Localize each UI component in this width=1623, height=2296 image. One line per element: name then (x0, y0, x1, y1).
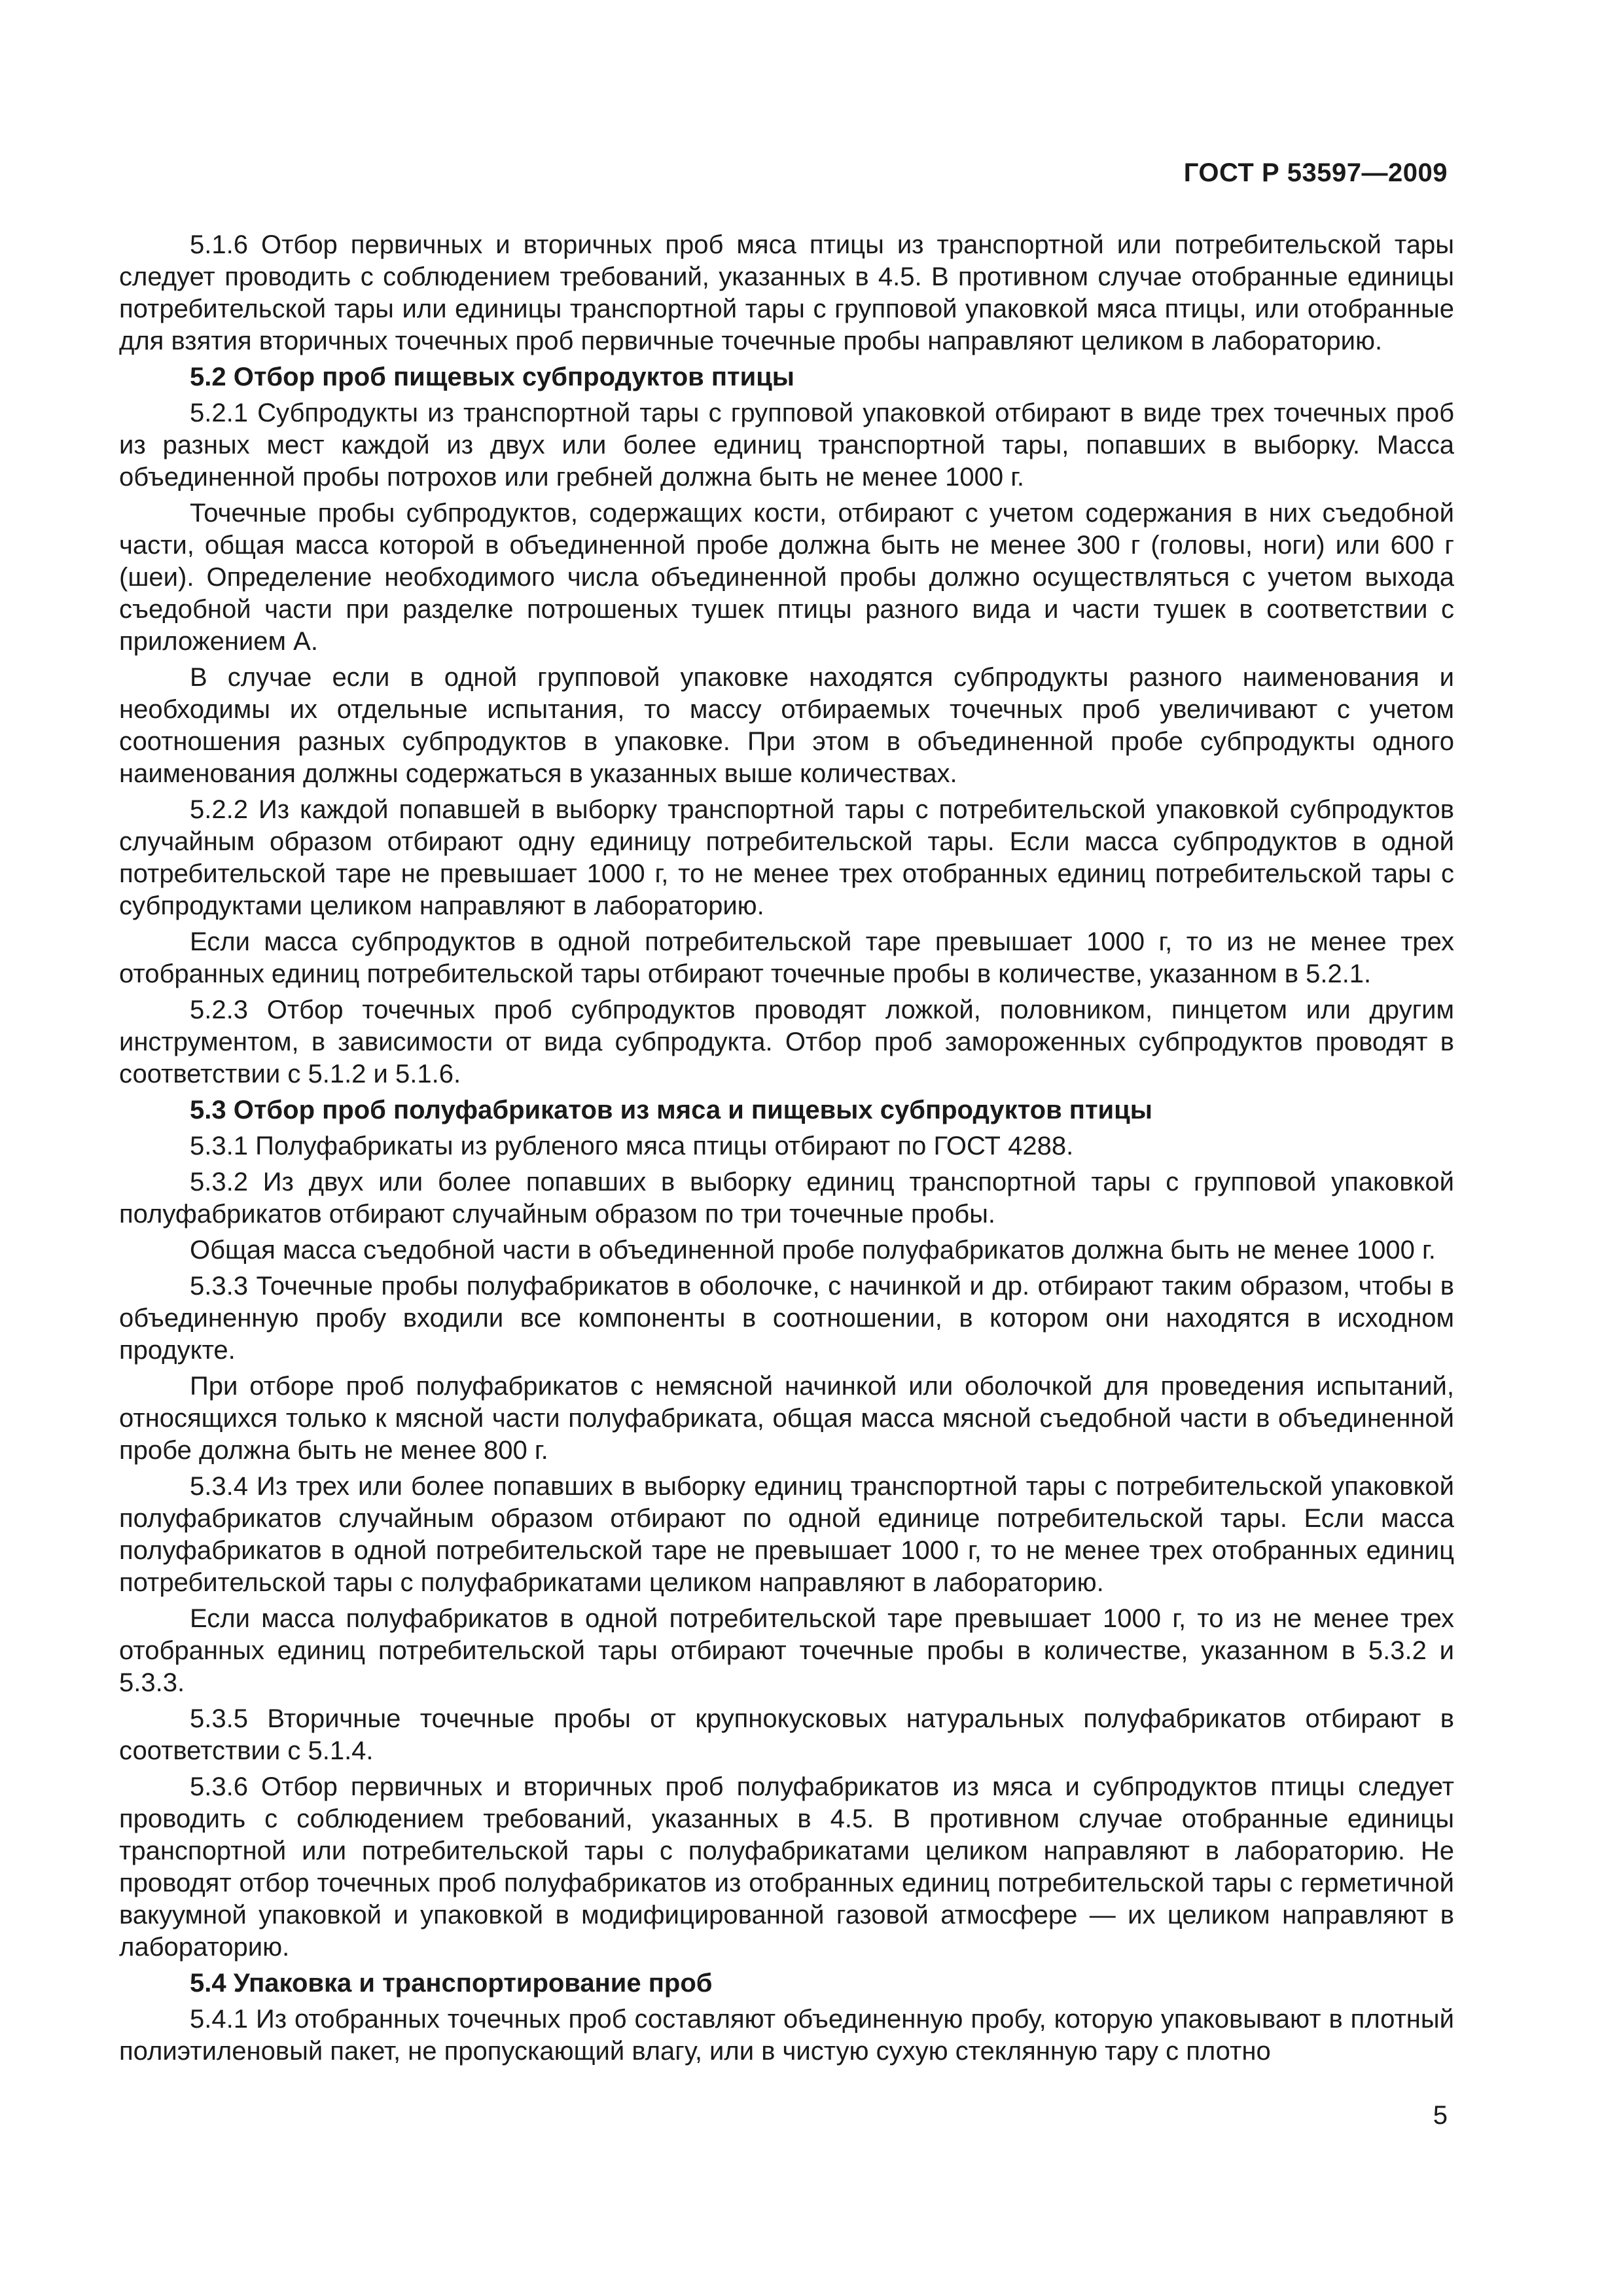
section-heading-5-2: 5.2 Отбор проб пищевых субпродуктов птицы (190, 363, 794, 391)
paragraph-5-2-2-over-1000g: Если масса субпродуктов в одной потребительской таре превышает 1000 г, то из не менее трех отобранных единиц потребительской тары отбирают точечные пробы в количестве, указанном в 5.2.1. (119, 927, 1454, 988)
paragraph-5-2-2: 5.2.2 Из каждой попавшей в выборку транспортной тары с потребительской упаковкой субпродуктов случайным образом отбирают одну единицу потребительской тары. Если масса субпродуктов в одной потребительской таре не превышает 1000 г, то не менее трех отобранных единиц потребительской тары с субпродуктами целиком направляют в лабораторию. (119, 795, 1454, 920)
paragraph-5-3-1: 5.3.1 Полуфабрикаты из рубленого мяса птицы отбирают по ГОСТ 4288. (190, 1132, 1074, 1160)
document-designation: ГОСТ Р 53597—2009 (1183, 158, 1448, 187)
section-heading-5-3: 5.3 Отбор проб полуфабрикатов из мяса и пищевых субпродуктов птицы (190, 1096, 1152, 1124)
paragraph-5-3-2-total-mass: Общая масса съедобной части в объединенной пробе полуфабрикатов должна быть не менее 1000 г. (190, 1236, 1436, 1265)
paragraph-5-3-5: 5.3.5 Вторичные точечные пробы от крупнокусковых натуральных полуфабрикатов отбирают в соответствии с 5.1.4. (119, 1704, 1454, 1765)
paragraph-5-2-1: 5.2.1 Субпродукты из транспортной тары с групповой упаковкой отбирают в виде трех точечных проб из разных мест каждой из двух или более единиц транспортной тары, попавших в выборку. Масса объединенной пробы потрохов или гребней должна быть не менее 1000 г. (119, 399, 1454, 492)
paragraph-5-3-4: 5.3.4 Из трех или более попавших в выборку единиц транспортной тары с потребительской упаковкой полуфабрикатов случайным образом отбирают по одной единице потребительской тары. Если масса полуфабрикатов в одной потребительской таре не превышает 1000 г, то не менее трех отобранных единиц потребительской тары с полуфабрикатами целиком направляют в лабораторию. (119, 1472, 1454, 1597)
paragraph-5-3-6: 5.3.6 Отбор первичных и вторичных проб полуфабрикатов из мяса и субпродуктов птицы следует проводить с соблюдением требований, указанных в 4.5. В противном случае отобранные единицы транспортной или потребительской тары с полуфабрикатами целиком направляют в лабораторию. Не проводят отбор точечных проб полуфабрикатов из отобранных единиц потребительской тары с герметичной вакуумной упаковкой и упаковкой в модифицированной газовой атмосфере — их целиком направляют в лабораторию. (119, 1772, 1454, 1962)
paragraph-5-2-1-bone-offal: Точечные пробы субпродуктов, содержащих кости, отбирают с учетом содержания в них съедобной части, общая масса которой в объединенной пробе должна быть не менее 300 г (головы, ноги) или 600 г (шеи). Определение необходимого числа объединенной пробы должно осуществляться с учетом выхода съедобной части при разделке потрошеных тушек птицы разного вида и части тушек в соответствии с приложением А. (119, 499, 1454, 656)
section-heading-5-4: 5.4 Упаковка и транспортирование проб (190, 1969, 713, 1998)
paragraph-5-3-3-non-meat-filling: При отборе проб полуфабрикатов с немясной начинкой или оболочкой для проведения испытаний, относящихся только к мясной части полуфабриката, общая масса мясной съедобной части в объединенной пробе должна быть не менее 800 г. (119, 1372, 1454, 1465)
paragraph-5-2-3: 5.2.3 Отбор точечных проб субпродуктов проводят ложкой, половником, пинцетом или другим инструментом, в зависимости от вида субпродукта. Отбор проб замороженных субпродуктов проводят в соответствии с 5.1.2 и 5.1.6. (119, 996, 1454, 1088)
paragraph-5-3-4-over-1000g: Если масса полуфабрикатов в одной потребительской таре превышает 1000 г, то из не менее трех отобранных единиц потребительской тары отбирают точечные пробы в количестве, указанном в 5.3.2 и 5.3.3. (119, 1604, 1454, 1697)
paragraph-5-3-3: 5.3.3 Точечные пробы полуфабрикатов в оболочке, с начинкой и др. отбирают таким образом, чтобы в объединенную пробу входили все компоненты в соотношении, в котором они находятся в исходном продукте. (119, 1272, 1454, 1365)
page-number: 5 (1433, 2101, 1448, 2130)
paragraph-5-4-1: 5.4.1 Из отобранных точечных проб составляют объединенную пробу, которую упаковывают в плотный полиэтиленовый пакет, не пропускающий влагу, или в чистую сухую стеклянную тару с плотно (119, 2005, 1454, 2066)
paragraph-5-3-2: 5.3.2 Из двух или более попавших в выборку единиц транспортной тары с групповой упаковкой полуфабрикатов отбирают случайным образом по три точечные пробы. (119, 1168, 1454, 1229)
paragraph-5-1-6: 5.1.6 Отбор первичных и вторичных проб мяса птицы из транспортной или потребительской тары следует проводить с соблюдением требований, указанных в 4.5. В противном случае отобранные единицы потребительской тары или единицы транспортной тары с групповой упаковкой мяса птицы, или отобранные для взятия вторичных точечных проб первичные точечные пробы направляют целиком в лабораторию. (119, 230, 1454, 355)
page-body (119, 229, 1454, 2072)
paragraph-5-2-1-mixed-offal: В случае если в одной групповой упаковке находятся субпродукты разного наименования и необходимы их отдельные испытания, то массу отбираемых точечных проб увеличивают с учетом соотношения разных субпродуктов в упаковке. При этом в объединенной пробе субпродукты одного наименования должны содержаться в указанных выше количествах. (119, 663, 1454, 788)
